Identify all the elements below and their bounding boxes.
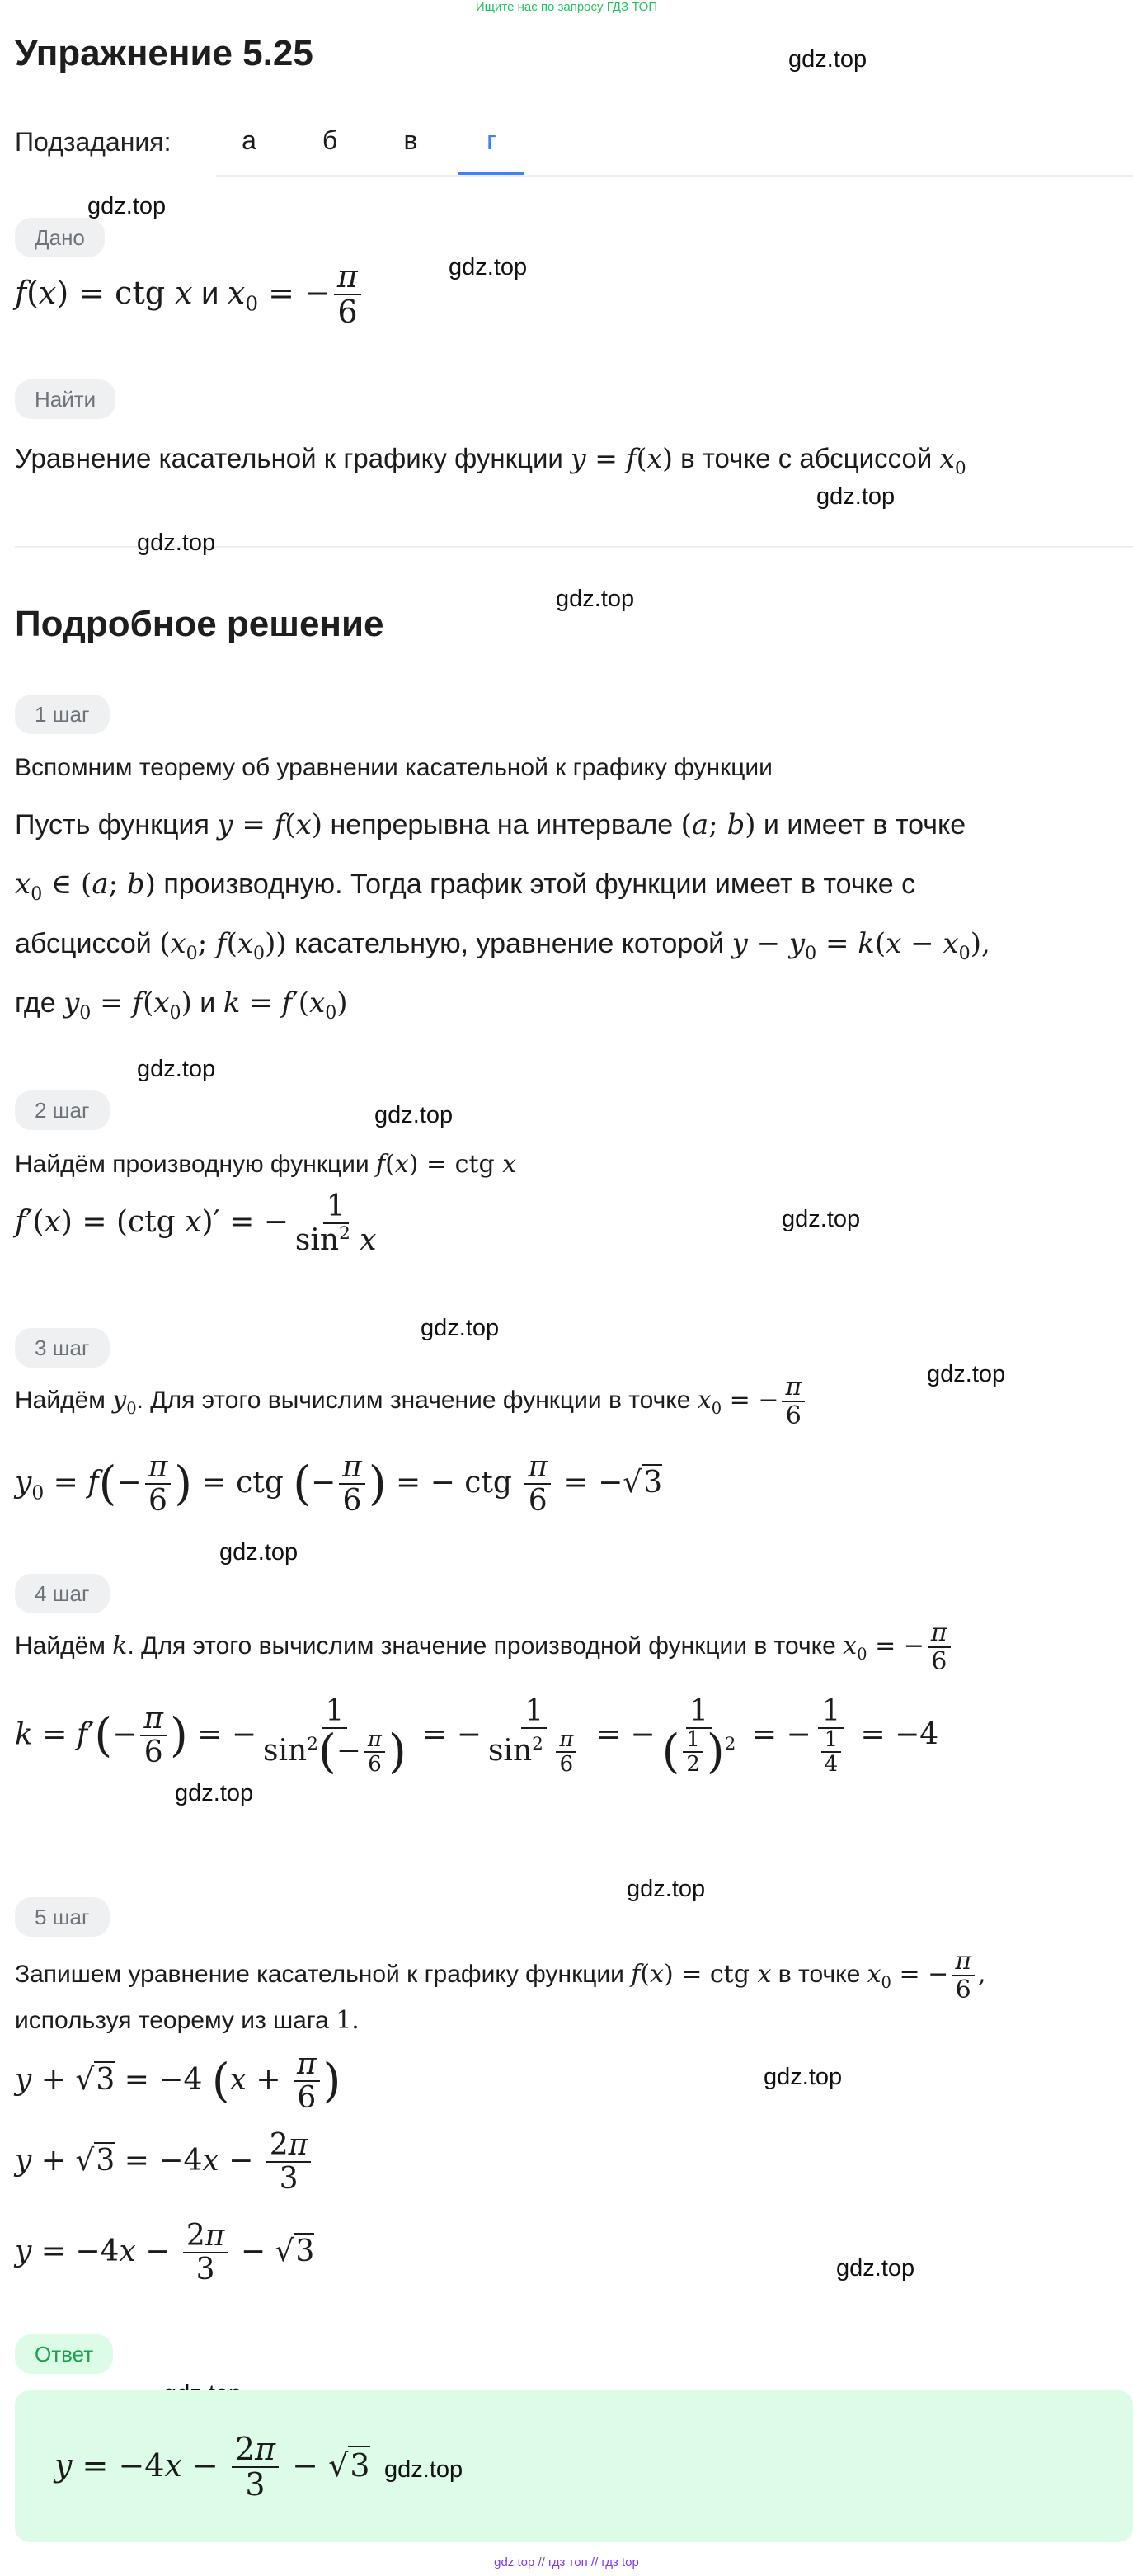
watermark: gdz.top (764, 2064, 843, 2090)
answer-badge: Ответ (15, 2334, 113, 2374)
step-4-intro: Найдём k. Для этого вычислим значение производной функции в точке $x_0$ = − $\frac{\pi}{6}$ (15, 1620, 954, 1675)
watermark: gdz.top (627, 1876, 706, 1902)
step-3-intro-text: Найдём (15, 1387, 106, 1415)
step-3-formula: $y_0 = f(-$ $\frac{\pi}{6}$ ) = ctg (− $\frac{\pi}{6}$ ) = − ctg $\frac{\pi}{6}$ = −√3 (15, 1450, 663, 1518)
and-word: и (201, 275, 219, 311)
watermark: gdz.top (421, 1315, 500, 1341)
theorem-line-2: $x_0$ ∈ (a; b) производную. Тогда график этой функции имеет в точке с (15, 868, 916, 905)
subtask-tabs (216, 119, 1133, 177)
theorem-text: производную. Тогда график этой функции имеет в точке с (163, 869, 916, 900)
watermark: gdz.top (927, 1361, 1006, 1387)
theorem-text: непрерывна на интервале (330, 809, 674, 841)
answer-formula: y = −4x − $\frac{2\pi}{3}$ − √3 (54, 2431, 370, 2503)
watermark: gdz.top (87, 193, 167, 219)
step-2-intro: Найдём производную функции f(x) = ctg x (15, 1150, 517, 1179)
step-5-eq-1: y + √3 = −4 (x + $\frac{\pi}{6}$ ) (15, 2047, 341, 2115)
watermark: gdz.top (137, 1056, 216, 1082)
watermark: gdz.top (782, 1206, 861, 1232)
watermark: gdz.top (816, 483, 896, 510)
step-5-eq-2: y + √3 = −4x − $\frac{2\pi}{3}$ (15, 2130, 314, 2195)
step-1-badge: 1 шаг (15, 695, 110, 734)
watermark: gdz.top (836, 2255, 915, 2282)
theorem-text: и имеет в точке (763, 809, 966, 841)
watermark: gdz.top (556, 586, 635, 612)
page-title: Упражнение 5.25 (15, 33, 313, 73)
find-statement: Уравнение касательной к графику функции y = f(x) в точке с абсциссой $x_0$ (15, 442, 966, 479)
given-formula: f(x) = ctg x и $x_0$ = − $\frac{\pi}{6}$ (15, 261, 364, 330)
step-2-intro-text: Найдём производную функции (15, 1151, 369, 1178)
footer[interactable]: gdz top // гдз топ // гдз top (494, 2555, 639, 2569)
top-banner[interactable]: Ищите нас по запросу ГДЗ ТОП (475, 0, 658, 14)
given-badge: Дано (15, 218, 105, 257)
step-3-intro: Найдём $y_0$. Для этого вычислим значение функции в точке $x_0$ = − $\frac{\pi}{6}$ (15, 1374, 808, 1429)
tab-b[interactable]: б (322, 125, 338, 155)
find-text-2: в точке с абсциссой (680, 443, 933, 473)
subtasks-label: Подзадания: (15, 127, 172, 157)
step-3-badge: 3 шаг (15, 1328, 110, 1368)
theorem-text: Пусть функция (15, 809, 209, 841)
step-5-intro-text: используя теорему из шага (15, 2007, 329, 2034)
solution-title: Подробное решение (15, 604, 384, 644)
step-4-formula: k = f′(− $\frac{\pi}{6}$ ) = − 1 $\sin^2(-$ $\frac{\pi}{6}$ ) = − 1 $\sin^2$ $\frac{\pi}{6}$ = − 1 ( $\frac{1}{2}$ )$^2$ = − $\frac{1}{\frac{1}{4}}$ = −4 (15, 1694, 939, 1779)
watermark: gdz.top (137, 530, 216, 556)
step-4-intro-text: . Для этого вычислим значение производной функции в точке (127, 1632, 836, 1660)
step-5-badge: 5 шаг (15, 1897, 110, 1937)
theorem-text: где (15, 987, 56, 1019)
theorem-text: касательную, уравнение которой (294, 928, 725, 959)
watermark: gdz.top (449, 254, 528, 280)
step-4-intro-text: Найдём (15, 1632, 106, 1660)
theorem-text: и (200, 987, 216, 1019)
find-badge: Найти (15, 379, 115, 419)
tab-v[interactable]: в (403, 125, 418, 155)
step-1-intro: Вспомним теорему об уравнении касательной к графику функции (15, 754, 773, 781)
watermark: gdz.top (384, 2456, 463, 2483)
theorem-line-4: где $y_0 = f(x_0)$ и $k = f'(x_0)$ (15, 987, 348, 1024)
step-5-intro-text: в точке (778, 1961, 861, 1989)
watermark: gdz.top (788, 46, 867, 73)
step-5-intro-text: Запишем уравнение касательной к графику функции (15, 1961, 624, 1989)
step-2-formula: f′(x) = (ctg x)′ = − $\frac{1}{\sin^2 x}$ (15, 1189, 377, 1257)
step-3-intro-text: . Для этого вычислим значение функции в точке (136, 1387, 691, 1415)
theorem-line-1: Пусть функция y = f(x) непрерывна на интервале (a; b) и имеет в точке (15, 808, 966, 841)
tab-g[interactable]: г (458, 125, 524, 175)
theorem-text: абсциссой (15, 928, 152, 959)
step-2-badge: 2 шаг (15, 1090, 110, 1130)
watermark: gdz.top (219, 1539, 299, 1566)
watermark: gdz.top (374, 1102, 454, 1128)
step-5-intro: Запишем уравнение касательной к графику функции f(x) = ctg x в точке $x_0$ = − $\frac{\pi}{6}$ , (15, 1947, 986, 2004)
find-text: Уравнение касательной к графику функции (15, 443, 563, 473)
watermark: gdz.top (175, 1780, 254, 1806)
step-4-badge: 4 шаг (15, 1574, 110, 1613)
step-5-intro-2: используя теорему из шага 1. (15, 2006, 360, 2035)
tab-a[interactable]: а (242, 125, 256, 155)
theorem-line-3: абсциссой ($x_0$; $f(x_0)$) касательную, уравнение которой $y - y_0 = k(x - x_0)$, (15, 927, 990, 964)
step-5-eq-3: y = −4x − $\frac{2\pi}{3}$ − √3 (15, 2219, 315, 2286)
